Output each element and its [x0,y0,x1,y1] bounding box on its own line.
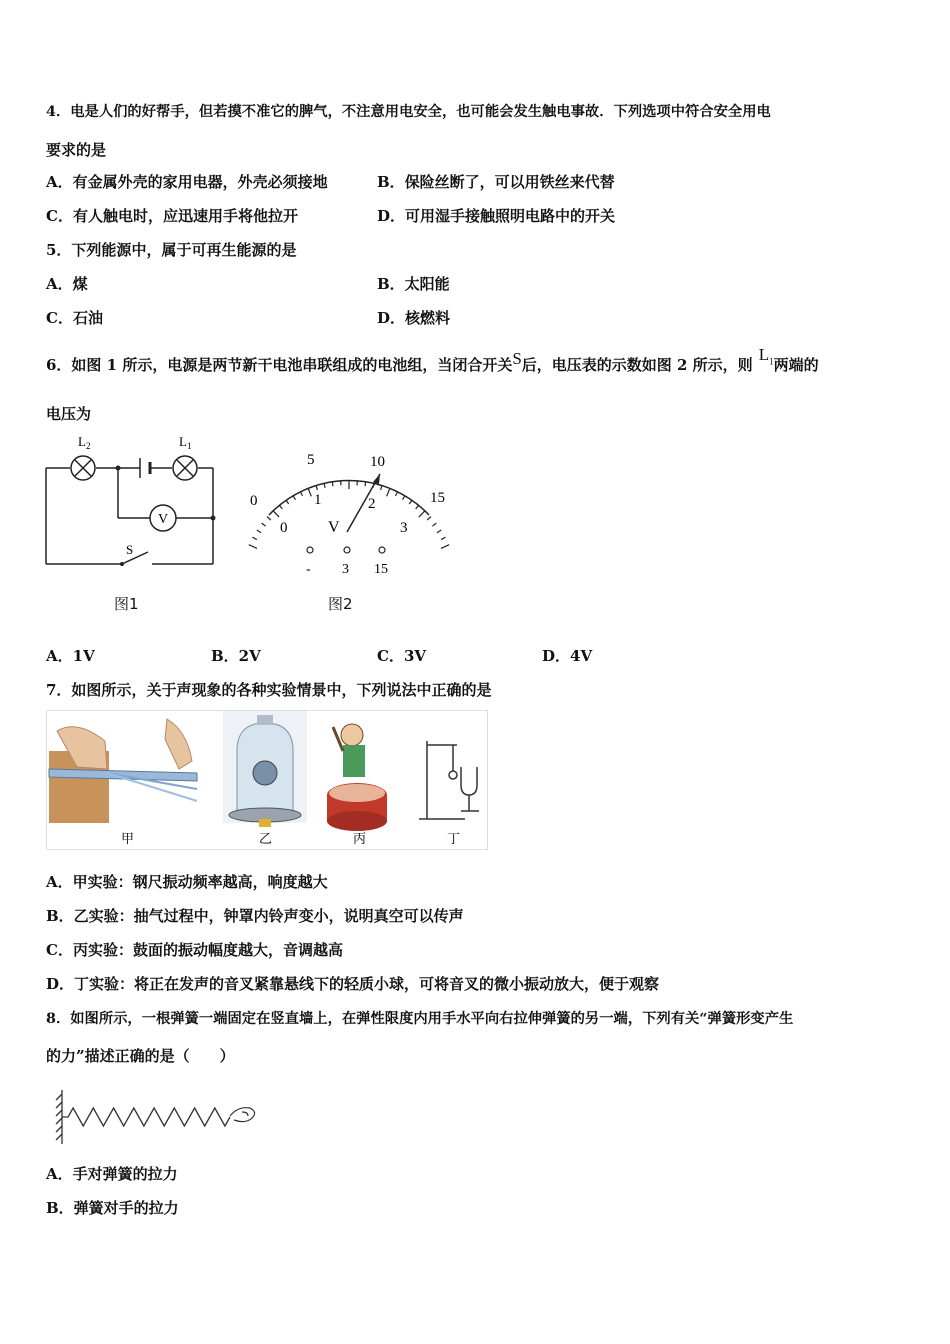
spring-figure [54,1084,264,1148]
unit-label: V [328,519,340,536]
q4-option-a: A．有金属外壳的家用电器，外壳必须接地 [46,173,328,191]
inner-tick-0: 0 [280,520,288,536]
dial-tick [432,523,436,526]
hand-icon [230,1108,255,1122]
q4-option-b: B．保险丝断了，可以用铁丝来代替 [377,173,615,191]
dial-tick [437,530,441,533]
dial-tick [262,523,266,526]
q6-stem-line2: 电压为 [46,405,92,423]
outer-tick-15: 15 [430,490,445,506]
terminal-label-minus: - [306,562,311,577]
ruler-vibration-image [49,719,197,823]
battery-icon [140,458,150,478]
terminal-label-3: 3 [342,562,349,577]
voltmeter-label: V [157,512,169,527]
q5-option-d: D．核燃料 [377,309,451,327]
dial-tick [419,511,425,517]
voltmeter-dial [244,440,464,580]
q8-stem-line1: 8．如图所示，一根弹簧一端固定在竖直墙上，在弹性限度内用手水平向右拉伸弹簧的另一端，下列有关“弹簧形变产生 [46,1011,794,1027]
outer-tick-5: 5 [307,452,315,468]
fig1-caption: 图1 [114,595,139,613]
q6-stem-b: 后，电压表的示数如图 2 所示，则 [521,356,753,374]
switch-label: S [126,542,134,557]
q8-stem-line2: 的力”描述正确的是（ ） [46,1047,235,1065]
q5-option-c: C．石油 [46,309,103,327]
inner-tick-1: 1 [314,492,322,508]
q6-option-b: B．2V [211,647,261,665]
tuning-fork-image [419,741,479,819]
q4-option-d: D．可用湿手接触照明电路中的开关 [377,207,616,225]
terminal-3 [344,547,350,553]
q4-stem-line1: 4．电是人们的好帮手，但若摸不准它的脾气，不注意用电安全，也可能会发生触电事故．下列选项中符合安全用电 [46,104,771,120]
outer-tick-10: 10 [370,454,385,470]
dial-tick [387,488,390,496]
dial-tick [427,517,431,520]
inner-tick-3: 3 [400,520,408,536]
inner-tick-2: 2 [368,496,376,512]
switch-symbol: S [512,349,522,368]
dial-tick [267,517,271,520]
q7-option-b: B．乙实验：抽气过程中，钟罩内铃声变小，说明真空可以传声 [46,907,464,925]
label-ding: 丁 [447,832,461,847]
terminal-label-15: 15 [374,562,388,577]
dial-tick [273,511,279,517]
q5-option-b: B．太阳能 [377,275,450,293]
q8-option-a: A．手对弹簧的拉力 [46,1165,178,1183]
q7-option-c: C．丙实验：鼓面的振动幅度越大，音调越高 [46,941,343,959]
lamp-l2-icon [71,456,95,480]
l1-label: $L_1$ [179,434,192,451]
l2-label: $L_2$ [78,434,91,451]
q8-option-b: B．弹簧对手的拉力 [46,1199,179,1217]
dial-tick [257,530,261,533]
terminal-minus [307,547,313,553]
q6-stem-c: 两端的 [773,356,819,374]
q5-stem: 5．下列能源中，属于可再生能源的是 [46,241,297,259]
q6-stem-a: 6．如图 1 所示，电源是两节新干电池串联组成的电池组，当闭合开关 [46,356,513,374]
circuit-diagram [40,430,225,575]
q6-option-a: A．1V [46,647,95,665]
drum-image [327,724,387,831]
q7-stem: 7．如图所示，关于声现象的各种实验情景中，下列说法中正确的是 [46,681,492,699]
label-bing: 丙 [353,832,367,847]
dial-tick [249,545,257,549]
q6-option-d: D．4V [542,647,593,665]
q4-option-c: C．有人触电时，应迅速用手将他拉开 [46,207,298,225]
q5-option-a: A．煤 [46,275,88,293]
terminal-15 [379,547,385,553]
outer-tick-0: 0 [250,493,258,509]
q7-option-d: D．丁实验：将正在发声的音叉紧靠悬线下的轻质小球，可将音叉的微小振动放大，便于观察 [46,975,660,993]
fig2-caption: 图2 [328,595,353,613]
dial-tick [441,537,445,539]
dial-tick [441,545,449,549]
sound-experiments-figure [46,710,488,850]
q6-stem-line1 [46,345,819,381]
label-jia: 甲 [121,832,135,847]
lamp-symbol: $L_1$ [758,345,774,367]
label-yi: 乙 [259,832,273,847]
q7-option-a: A．甲实验：钢尺振动频率越高，响度越大 [46,873,328,891]
dial-tick [253,537,257,539]
lamp-l1-icon [173,456,197,480]
bell-jar-image [223,711,307,827]
q6-option-c: C．3V [377,647,427,665]
q4-stem-line2: 要求的是 [46,141,107,159]
dial-tick [308,488,311,496]
